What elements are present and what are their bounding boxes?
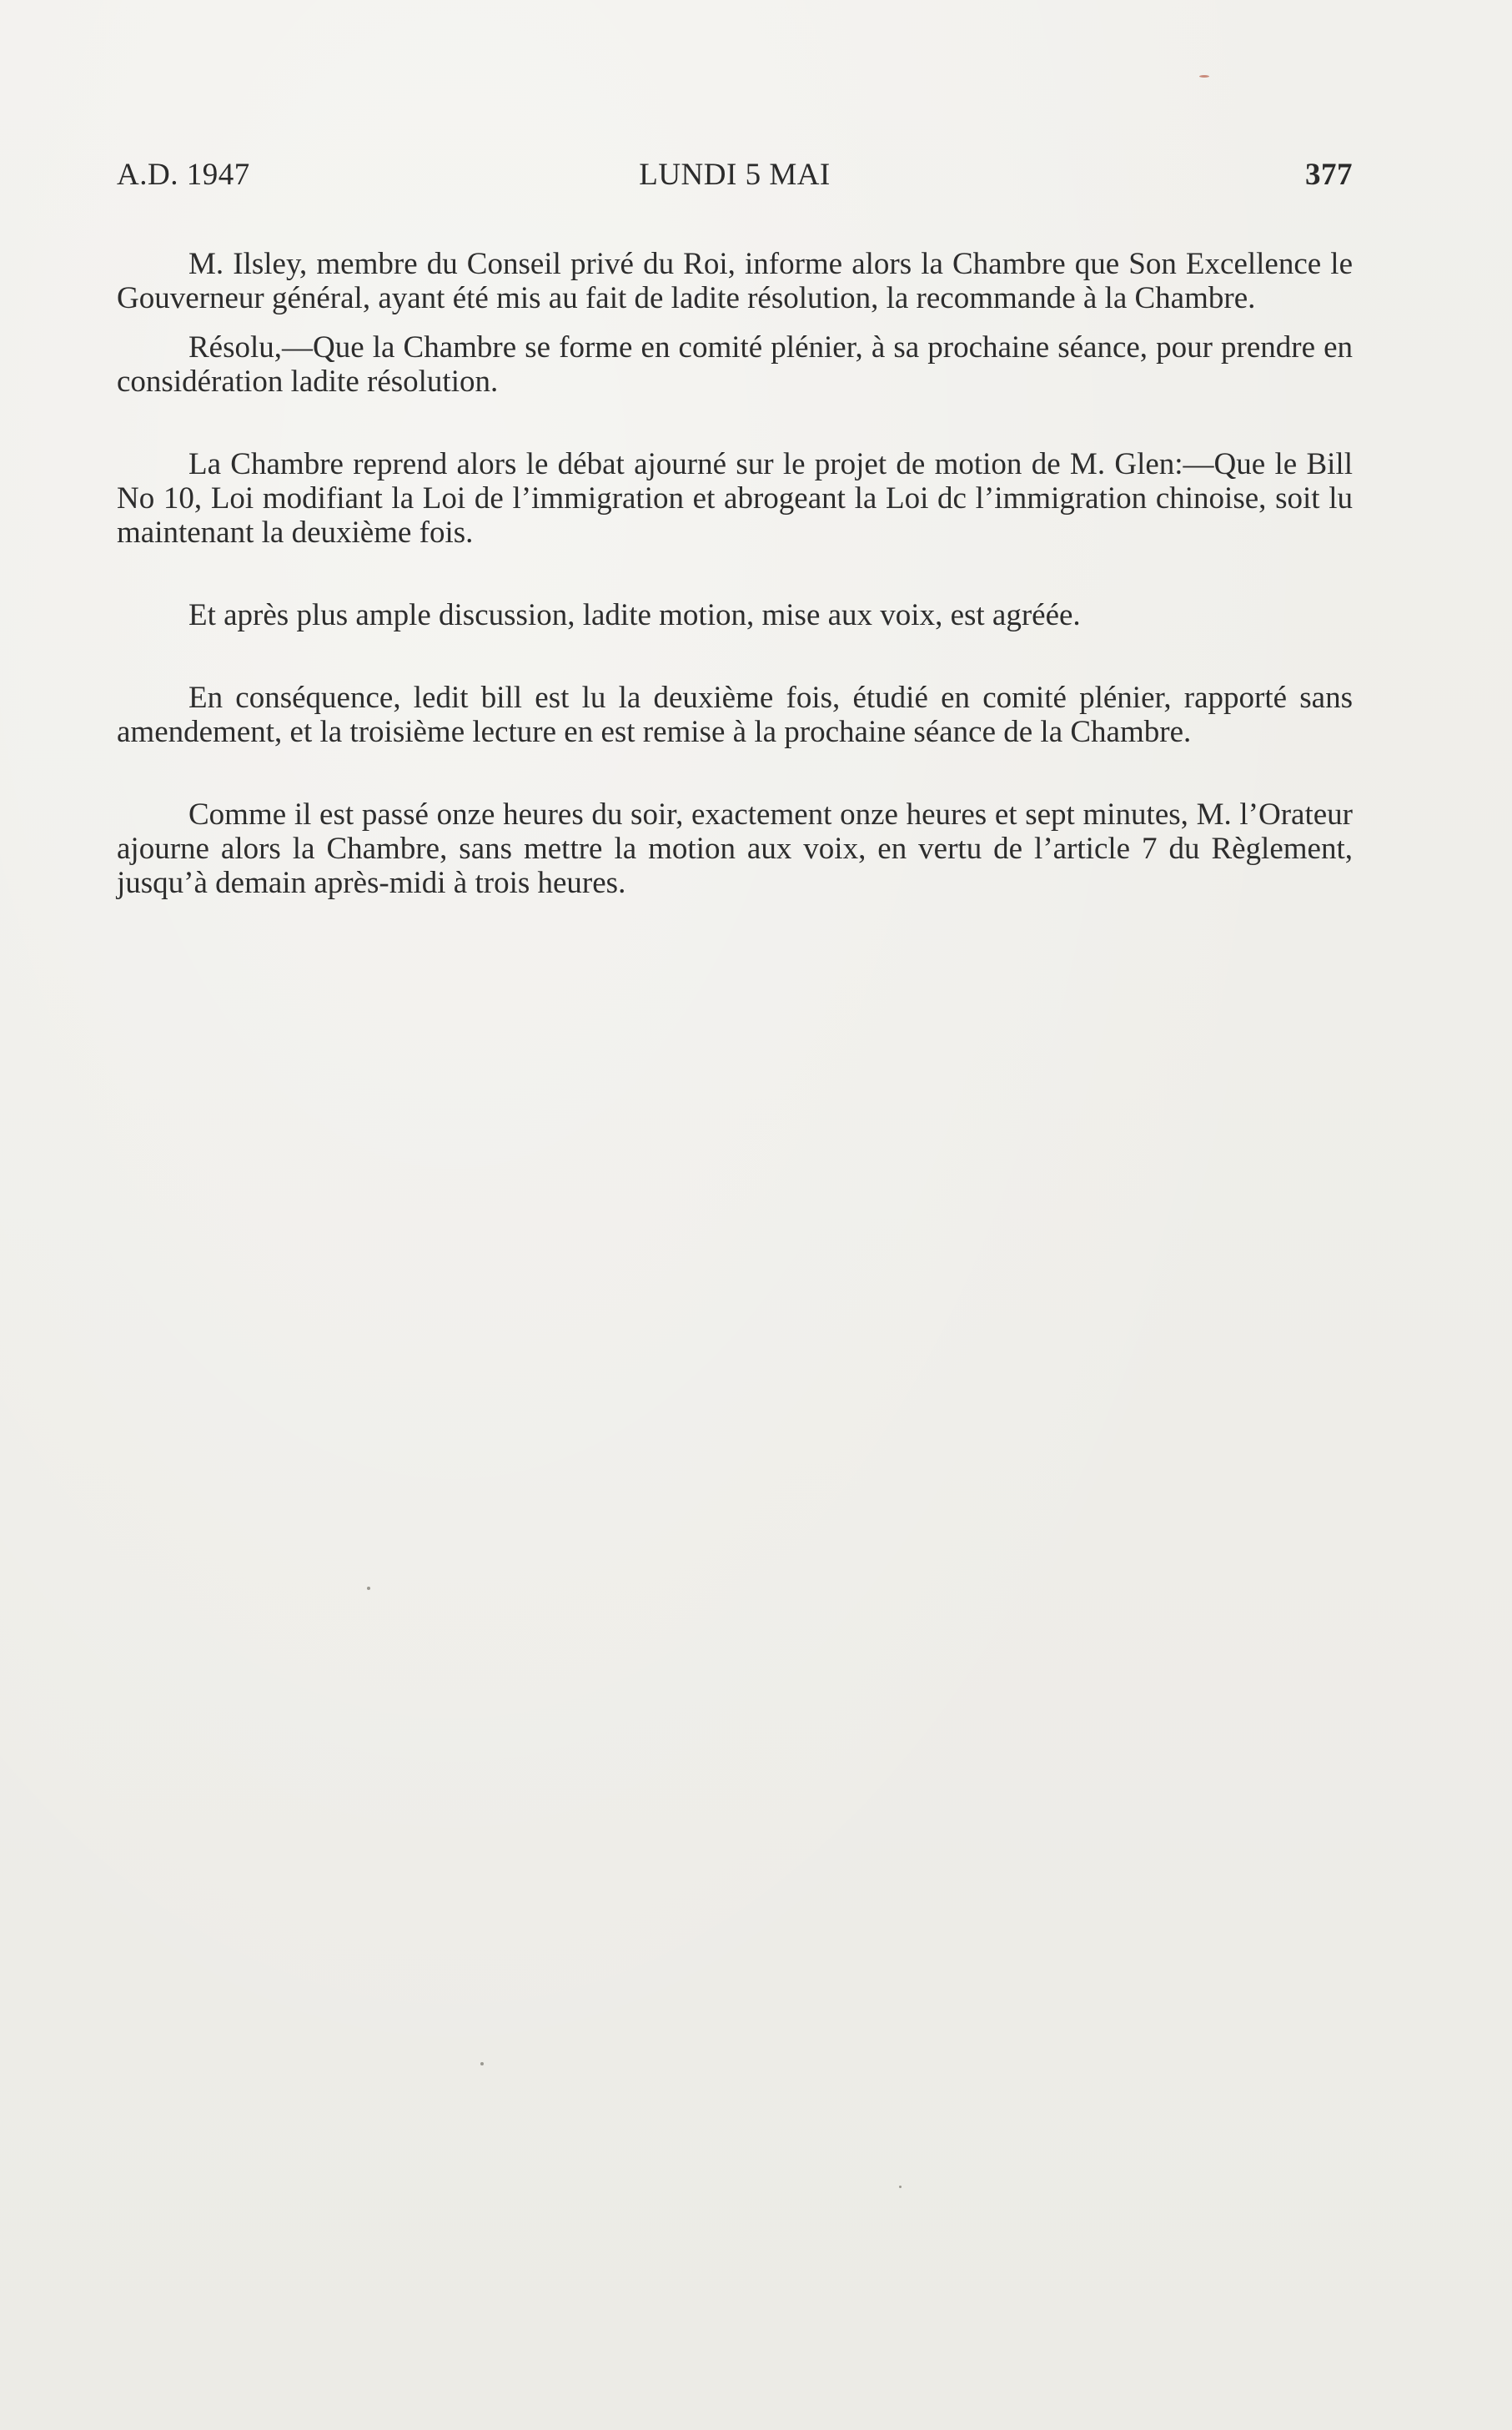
- paragraph-second-reading: En conséquence, ledit bill est lu la deuxième fois, étudié en comité plénier, rapporté sans amendement, et la troisième lecture en est remise à la prochaine séance de la Chambre.: [117, 681, 1353, 749]
- page-header: [117, 157, 1353, 207]
- paragraph-motion-agreed: Et après plus ample discussion, ladite motion, mise aux voix, est agréée.: [188, 598, 1081, 632]
- paper-speck: [480, 2062, 484, 2065]
- paragraph-debate-resumed: La Chambre reprend alors le débat ajourné sur le projet de motion de M. Glen:—Que le Bill No 10, Loi modifiant la Loi de l’immigration et abrogeant la Loi dc l’immigration chinoise, soit lu maintenant la deuxième fois.: [117, 447, 1353, 550]
- paper-speck: [367, 1587, 370, 1590]
- paragraph-ilsley-recommendation: M. Ilsley, membre du Conseil privé du Roi, informe alors la Chambre que Son Excellence le Gouverneur général, ayant été mis au fait de ladite résolution, la recommande à la Chambre.: [117, 247, 1353, 315]
- paper-speck: [899, 2186, 902, 2188]
- page-body: [117, 247, 1353, 900]
- paragraph-adjournment: Comme il est passé onze heures du soir, exactement onze heures et sept minutes, M. l’Orateur ajourne alors la Chambre, sans mettre la motion aux voix, en vertu de l’article 7 du Règlement, jusqu’à demain après-midi à trois heures.: [117, 797, 1353, 900]
- header-date: LUNDI 5 MAI: [639, 158, 831, 192]
- header-year: A.D. 1947: [117, 158, 250, 192]
- paragraph-resolution: Résolu,—Que la Chambre se forme en comité plénier, à sa prochaine séance, pour prendre en considération ladite résolution.: [117, 330, 1353, 399]
- page-number: 377: [1305, 158, 1353, 192]
- paper-speck: [1199, 75, 1209, 78]
